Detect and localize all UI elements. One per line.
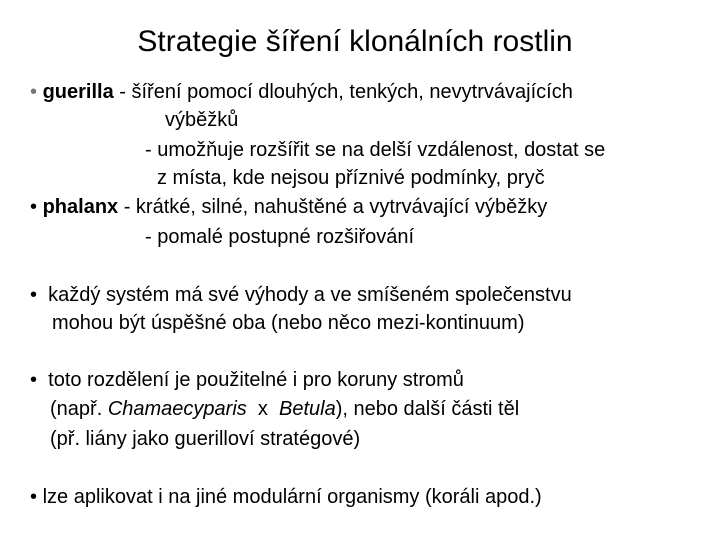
- phalanx-description: - krátké, silné, nahuštěné a vytrvávající výběžky: [118, 196, 548, 218]
- bullet-system-line-2: mohou být úspěšné oba (nebo něco mezi-kontinuum): [52, 312, 525, 334]
- trees-text: toto rozdělení je použitelné i pro koruny stromů: [48, 369, 464, 391]
- bullet-phalanx-line-1: [30, 195, 547, 219]
- taxon-chamaecyparis: Chamaecyparis: [107, 398, 247, 420]
- bullet-dot: •: [30, 81, 38, 103]
- bullet-guerilla-line-1: [30, 80, 573, 104]
- trees-paren-open: (např.: [50, 398, 108, 420]
- term-guerilla: guerilla: [42, 81, 114, 103]
- bullet-system-line-1: [30, 283, 572, 307]
- slide-title: Strategie šíření klonálních rostlin: [137, 25, 573, 58]
- trees-paren-close: ), nebo další části těl: [335, 398, 520, 420]
- bullet-dot: •: [30, 196, 38, 218]
- modular-text: lze aplikovat i na jiné modulární organismy (koráli apod.): [42, 486, 542, 508]
- term-phalanx: phalanx: [42, 196, 119, 218]
- bullet-guerilla-line-4: z místa, kde nejsou příznivé podmínky, pryč: [157, 167, 545, 189]
- guerilla-description: - šíření pomocí dlouhých, tenkých, nevytrvávajících: [113, 81, 573, 103]
- bullet-modular-line-1: [30, 485, 542, 509]
- bullet-dot: •: [30, 486, 38, 508]
- system-text: každý systém má své výhody a ve smíšeném společenstvu: [48, 284, 572, 306]
- bullet-trees-line-3: (př. liány jako guerilloví stratégové): [50, 428, 361, 450]
- taxon-betula: Betula: [279, 398, 336, 420]
- bullet-trees-line-1: [30, 368, 464, 392]
- taxon-separator: x: [246, 398, 279, 420]
- bullet-phalanx-line-2: - pomalé postupné rozšiřování: [145, 226, 415, 248]
- bullet-guerilla-line-3: - umožňuje rozšířit se na delší vzdálenost, dostat se: [145, 139, 606, 161]
- bullet-dot: •: [30, 284, 38, 306]
- bullet-dot: •: [30, 369, 38, 391]
- bullet-guerilla-line-2: výběžků: [165, 109, 239, 131]
- bullet-trees-line-2: [50, 397, 519, 421]
